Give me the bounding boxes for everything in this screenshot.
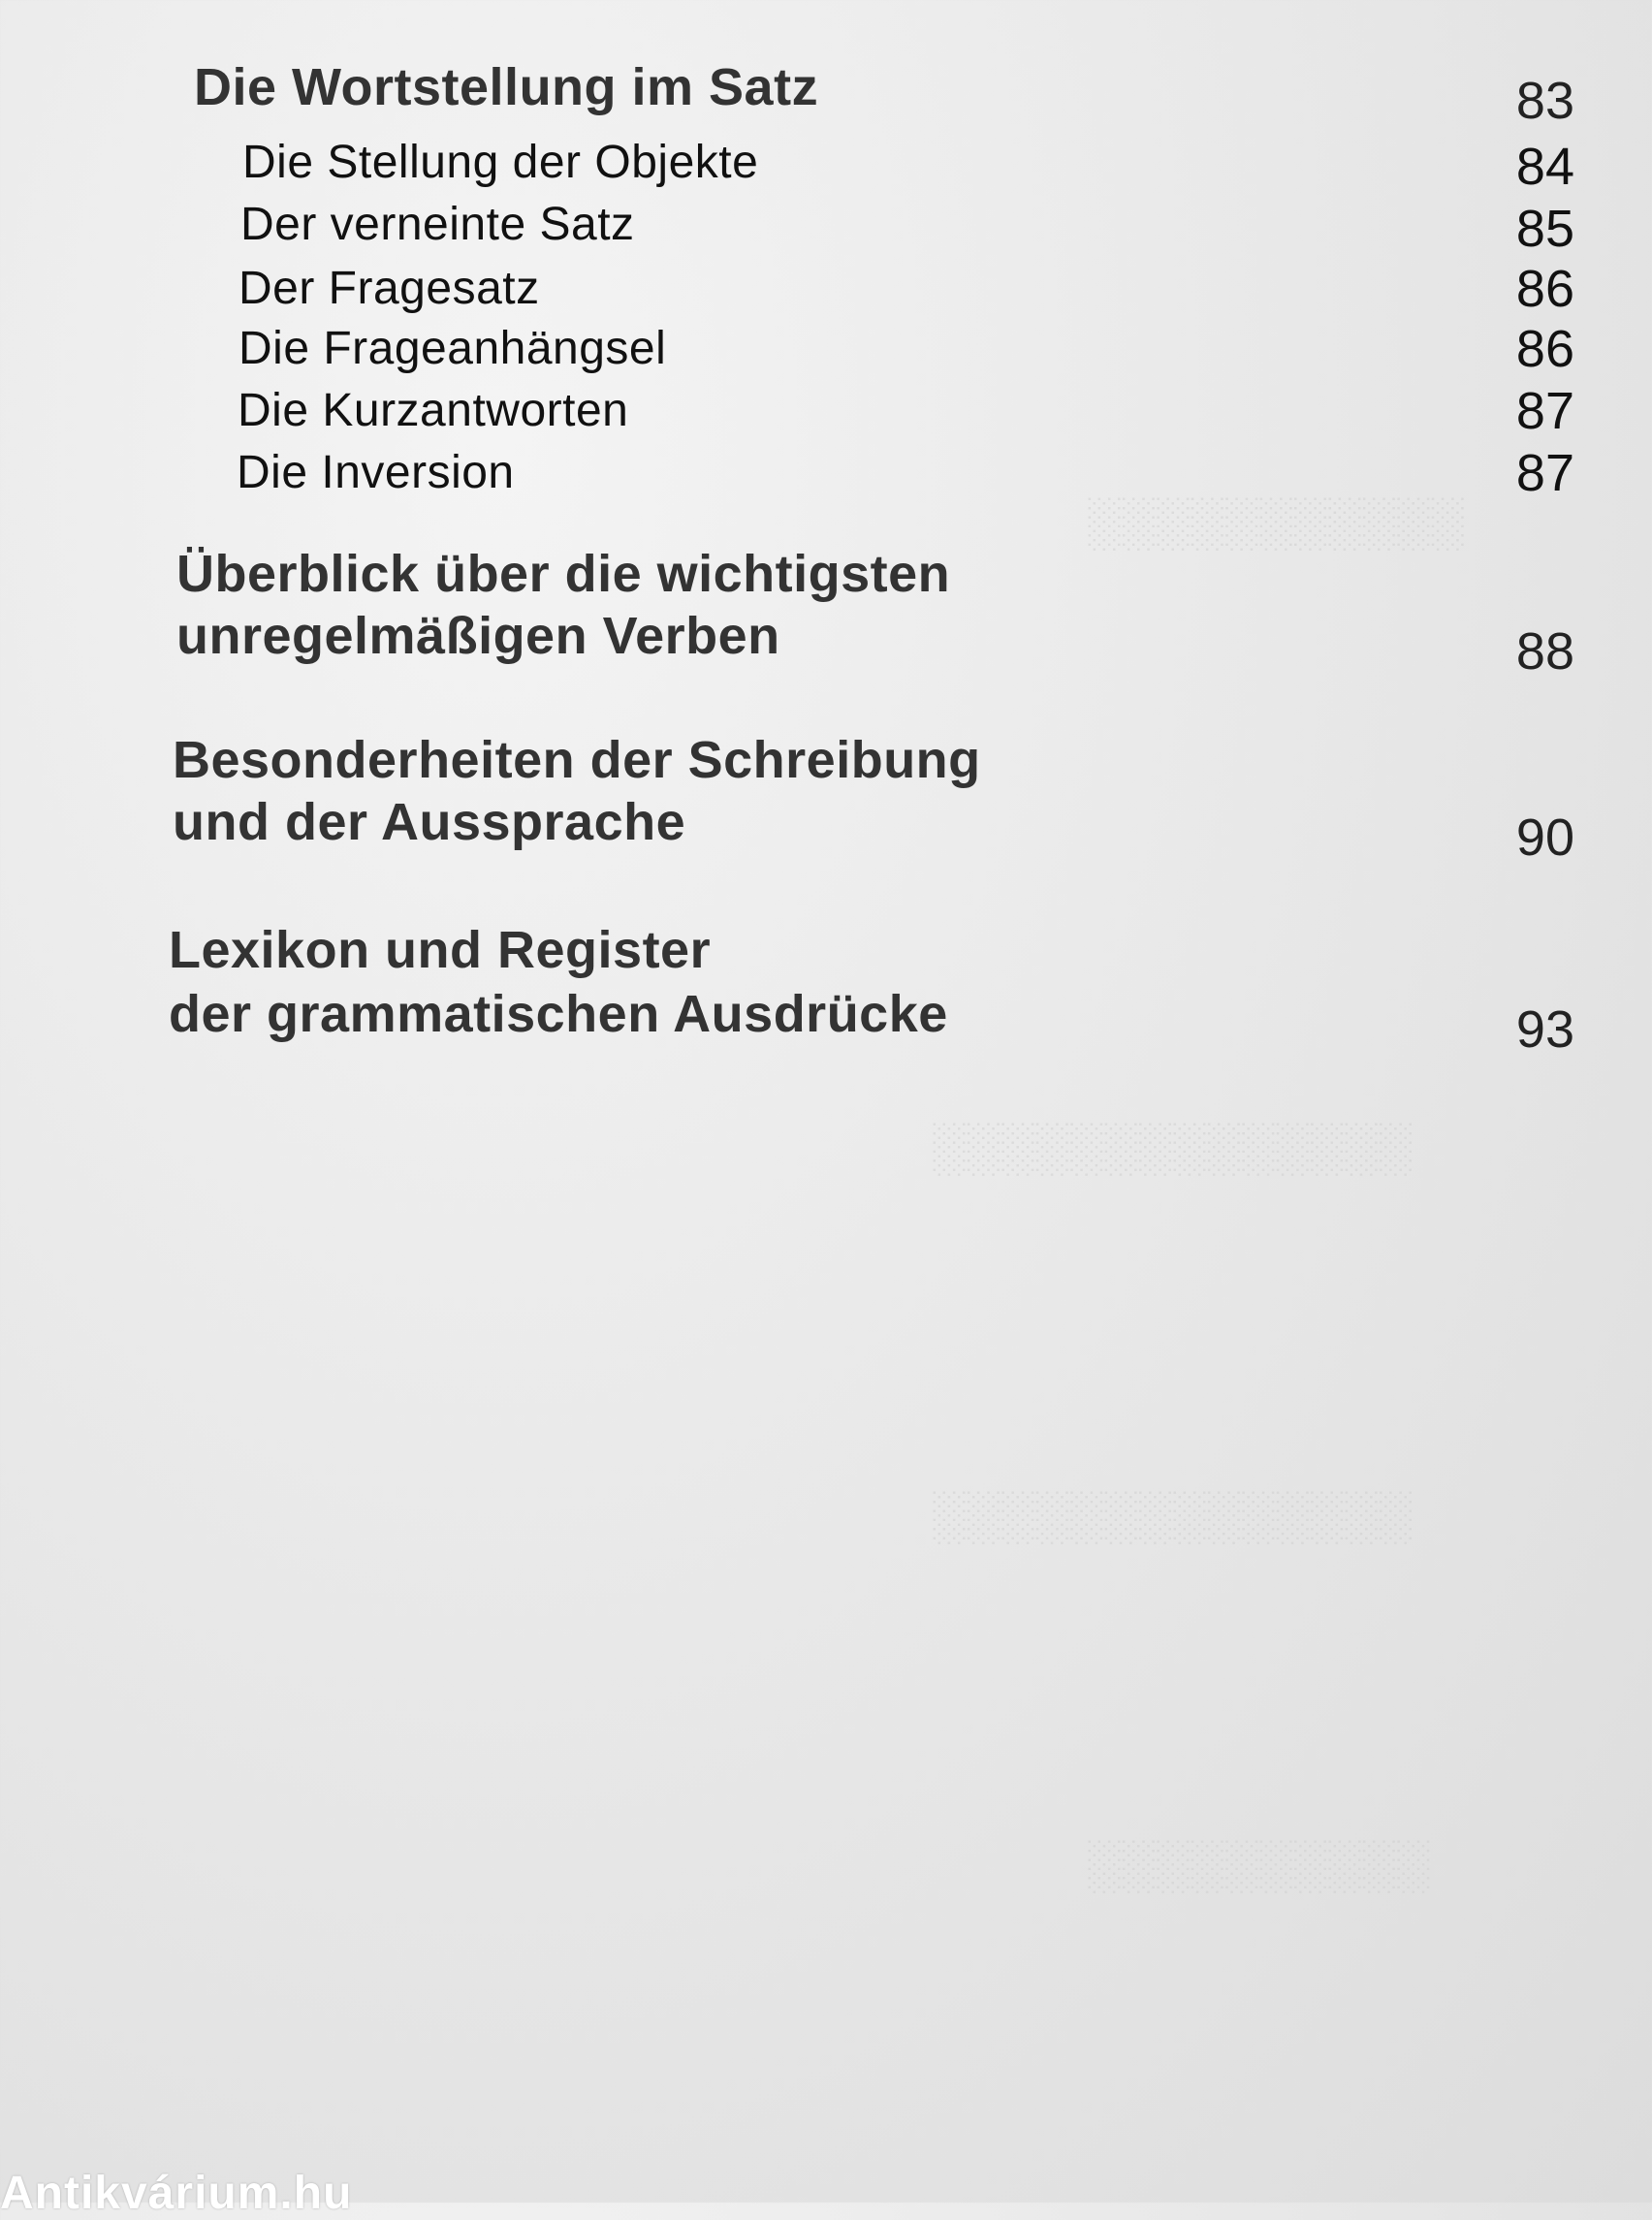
- toc-item-page-number: 87: [1515, 444, 1574, 502]
- toc-item-inversion: Die Inversion: [237, 447, 515, 498]
- section-title-verben-line2: unregelmäßigen Verben: [176, 607, 780, 665]
- toc-item-fragesatz: Der Fragesatz: [238, 263, 540, 314]
- section-title-schreibung-line2: und der Aussprache: [173, 793, 686, 851]
- toc-item-page-number: 87: [1515, 382, 1574, 440]
- section-page-number: 83: [1515, 72, 1574, 130]
- toc-item-kurzantworten: Die Kurzantworten: [238, 385, 629, 436]
- toc-item-page-number: 85: [1515, 200, 1574, 258]
- bleed-through-text: ░░░░░░░░░░░░░░: [931, 1120, 1412, 1174]
- section-title-wortstellung: Die Wortstellung im Satz: [194, 58, 819, 116]
- section-page-number: 88: [1515, 622, 1574, 681]
- section-title-lexikon-line1: Lexikon und Register: [169, 921, 712, 979]
- toc-item-page-number: 84: [1515, 138, 1574, 196]
- section-title-lexikon-line2: der grammatischen Ausdrücke: [169, 985, 948, 1043]
- bleed-through-text: ░░░░░░░░░░░░░░: [931, 1488, 1412, 1542]
- section-title-schreibung-line1: Besonderheiten der Schreibung: [173, 731, 981, 789]
- bleed-through-text: ░░░░░░░░░░: [1086, 1837, 1430, 1891]
- toc-item-frageanhaengsel: Die Frageanhängsel: [238, 323, 667, 374]
- bleed-through-text: ░░░░░░░░░░░: [1086, 494, 1464, 549]
- toc-item-verneinte-satz: Der verneinte Satz: [240, 199, 635, 250]
- section-page-number: 90: [1515, 809, 1574, 867]
- toc-item-page-number: 86: [1515, 320, 1574, 378]
- section-title-verben-line1: Überblick über die wichtigsten: [176, 545, 951, 603]
- section-page-number: 93: [1515, 1000, 1574, 1059]
- toc-item-stellung-objekte: Die Stellung der Objekte: [242, 137, 759, 188]
- watermark-text: Antikvárium.hu: [0, 2168, 353, 2219]
- toc-item-page-number: 86: [1515, 260, 1574, 318]
